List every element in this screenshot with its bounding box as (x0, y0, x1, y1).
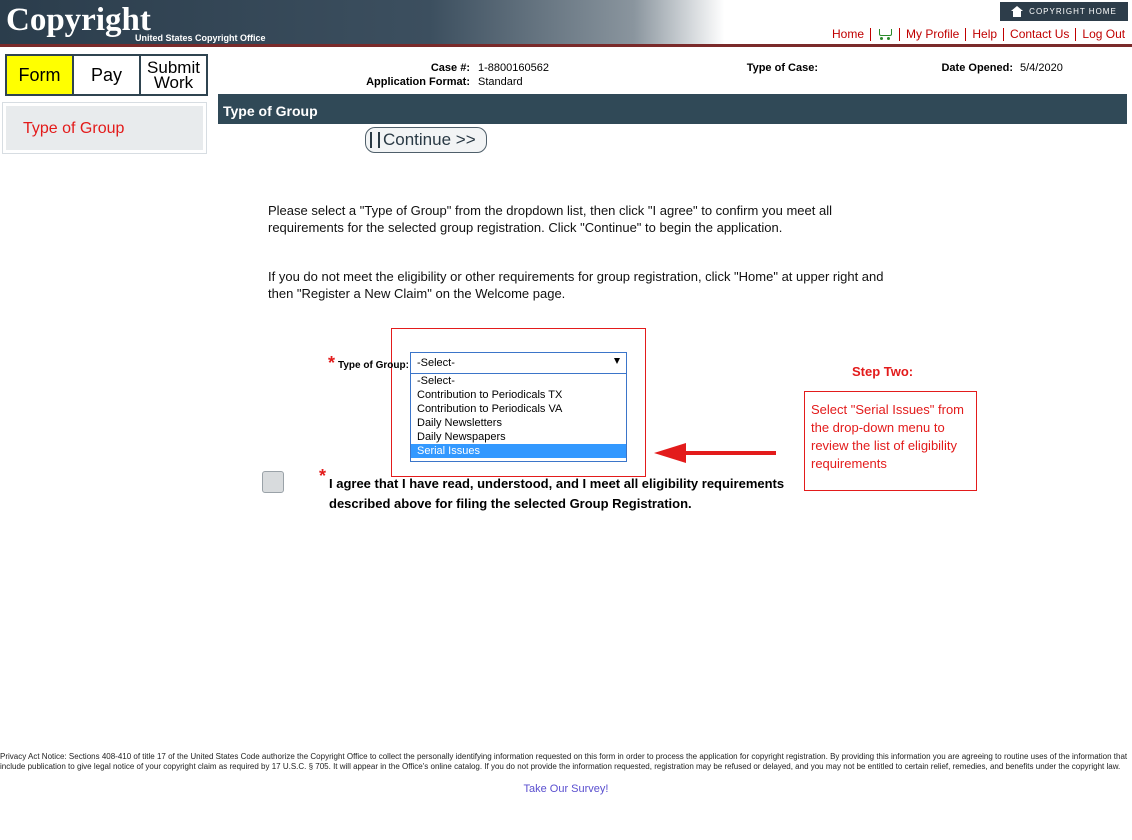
section-title: Type of Group (218, 94, 1127, 124)
type-of-case-label: Type of Case: (746, 62, 818, 74)
instruction-paragraph-2: If you do not meet the eligibility or other requirements for group registration, click "Home" at upper right and then "Register a New Claim" on the Welcome page. (268, 269, 884, 301)
date-opened-label: Date Opened: (941, 62, 1013, 74)
copyright-home-button[interactable] (1000, 2, 1128, 21)
copyright-home-label: COPYRIGHT HOME (1029, 7, 1117, 16)
option-serial-issues[interactable]: Serial Issues (411, 444, 626, 458)
privacy-act-notice: Privacy Act Notice: Sections 408-410 of title 17 of the United States Code authorize the Copyright Office to collect the personally identifying information requested on this form in order to process the application for copyright registration. By providing this information you are agreeing to routine uses of the information that include publication to give legal notice of your copyright claim as required by 17 U.S.C. § 705. It will appear in the Office's online catalog. If you do not provide the information requested, registration may be refused or delayed, and you may not be entitled to certain relief, remedies, and benefits under the copyright law. (0, 752, 1128, 771)
date-opened-value: 5/4/2020 (1020, 62, 1063, 74)
header-divider (0, 44, 1132, 47)
required-marker: * (319, 466, 327, 486)
home-icon (1011, 6, 1023, 17)
tab-form[interactable]: Form (7, 56, 72, 94)
agree-checkbox[interactable] (262, 471, 284, 493)
tab-submit-line2: Work (153, 73, 194, 92)
sidebar-item-type-of-group[interactable]: Type of Group (6, 106, 203, 150)
nav-log-out-link[interactable]: Log Out (1082, 27, 1126, 41)
top-navigation (826, 27, 1131, 41)
chevron-down-icon (614, 358, 620, 364)
option-contribution-periodicals-tx[interactable]: Contribution to Periodicals TX (417, 389, 563, 401)
case-number-label: Case #: (430, 62, 470, 74)
type-of-group-options (410, 374, 627, 462)
copyright-logo[interactable]: Copyright (6, 2, 151, 38)
workflow-tabs (5, 54, 208, 96)
type-of-group-select[interactable] (410, 352, 627, 374)
instruction-paragraph-1: Please select a "Type of Group" from the dropdown list, then click "I agree" to confirm you meet all requirements for the selected group registration. Click "Continue" to begin the application. (268, 203, 833, 235)
application-format-value: Standard (478, 76, 523, 88)
option-select[interactable]: -Select- (417, 375, 455, 387)
option-daily-newsletters[interactable]: Daily Newsletters (417, 417, 502, 429)
select-value: -Select- (417, 357, 455, 369)
annotation-arrow-icon (650, 440, 780, 466)
nav-home-link[interactable]: Home (832, 27, 865, 41)
nav-contact-us-link[interactable]: Contact Us (1010, 27, 1070, 41)
agree-statement: I agree that I have read, understood, and I meet all eligibility requirements described above for filing the selected Group Registration. (329, 476, 785, 511)
nav-separator (870, 28, 871, 41)
step-two-note: Select "Serial Issues" from the drop-down menu to review the list of eligibility requirements (804, 391, 977, 491)
required-marker: * (328, 353, 336, 373)
survey-link[interactable]: Take Our Survey! (523, 783, 609, 795)
continue-button[interactable] (365, 127, 487, 153)
tab-submit-work[interactable] (141, 56, 206, 94)
case-number-value: 1-8800160562 (478, 62, 549, 74)
continue-label: Continue >> (383, 130, 476, 149)
tab-pay[interactable]: Pay (74, 56, 139, 94)
option-daily-newspapers[interactable]: Daily Newspapers (417, 431, 506, 443)
logo-subtitle: United States Copyright Office (135, 33, 266, 43)
tab-submit-line1: Submit (147, 58, 200, 77)
continue-bars-icon (370, 132, 380, 148)
nav-help-link[interactable]: Help (972, 27, 998, 41)
option-contribution-periodicals-va[interactable]: Contribution to Periodicals VA (417, 403, 563, 415)
nav-my-profile-link[interactable]: My Profile (906, 27, 960, 41)
shopping-cart-icon[interactable] (877, 28, 893, 40)
left-navigation (2, 102, 207, 154)
type-of-group-label: Type of Group: (338, 360, 409, 371)
application-format-label: Application Format: (366, 76, 470, 88)
step-two-title: Step Two: (852, 364, 914, 379)
